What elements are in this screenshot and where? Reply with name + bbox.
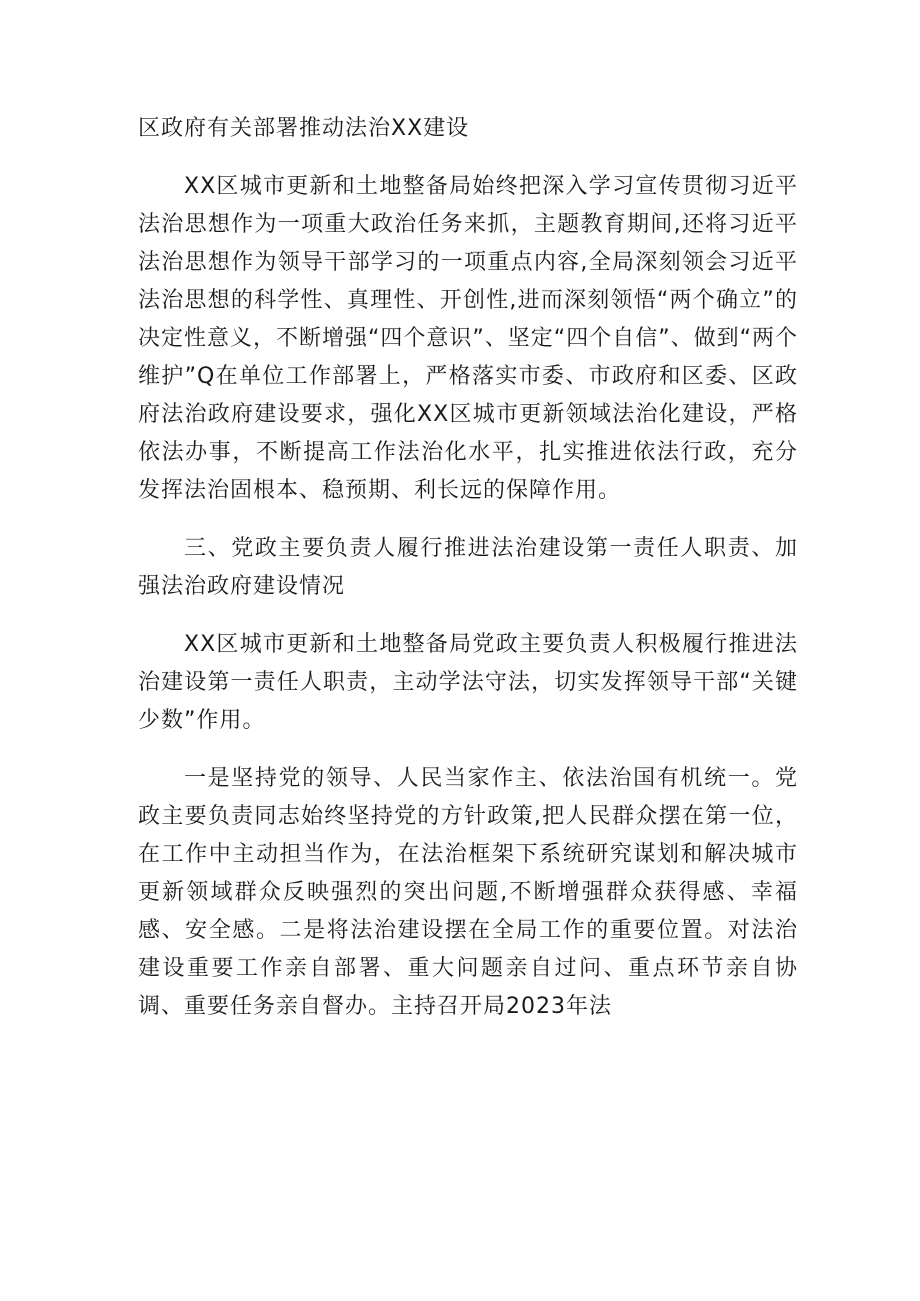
paragraph-continued-heading: 区政府有关部署推动法治XX建设 — [138, 116, 470, 141]
paragraph-leaders-responsibility: XX区城市更新和土地整备局党政主要负责人积极履行推进法治建设第一责任人职责，主动学法守法，切实发挥领导干部“关键少数”作用。 — [138, 632, 798, 733]
section-heading-three: 三、党政主要负责人履行推进法治建设第一责任人职责、加强法治政府建设情况 — [138, 536, 798, 599]
paragraph-study-xi-law-thought: XX区城市更新和土地整备局始终把深入学习宣传贯彻习近平法治思想作为一项重大政治任务来抓，主题教育期间,还将习近平法治思想作为领导干部学习的一项重点内容,全局深刻领会习近平法治思想的科学性、真理性、开创性,进而深刻领悟“两个确立”的决定性意义，不断增强“四个意识”、坚定“四个自信”、做到“两个维护”Q在单位工作部署上，严格落实市委、市政府和区委、区政府法治政府建设要求，强化XX区城市更新领域法治化建设，严格依法办事，不断提高工作法治化水平，扎实推进依法行政，充分发挥法治固根本、稳预期、利长远的保障作用。 — [138, 174, 798, 503]
document-body — [138, 110, 798, 1026]
paragraph-party-leadership: 一是坚持党的领导、人民当家作主、依法治国有机统一。党政主要负责同志始终坚持党的方针政策,把人民群众摆在第一位，在工作中主动担当作为，在法治框架下系统研究谋划和解决城市更新领域群众反映强烈的突出问题,不断增强群众获得感、幸福感、安全感。二是将法治建设摆在全局工作的重要位置。对法治建设重要工作亲自部署、重大问题亲自过问、重点环节亲自协调、重要任务亲自督办。主持召开局2023年法 — [138, 766, 798, 1019]
